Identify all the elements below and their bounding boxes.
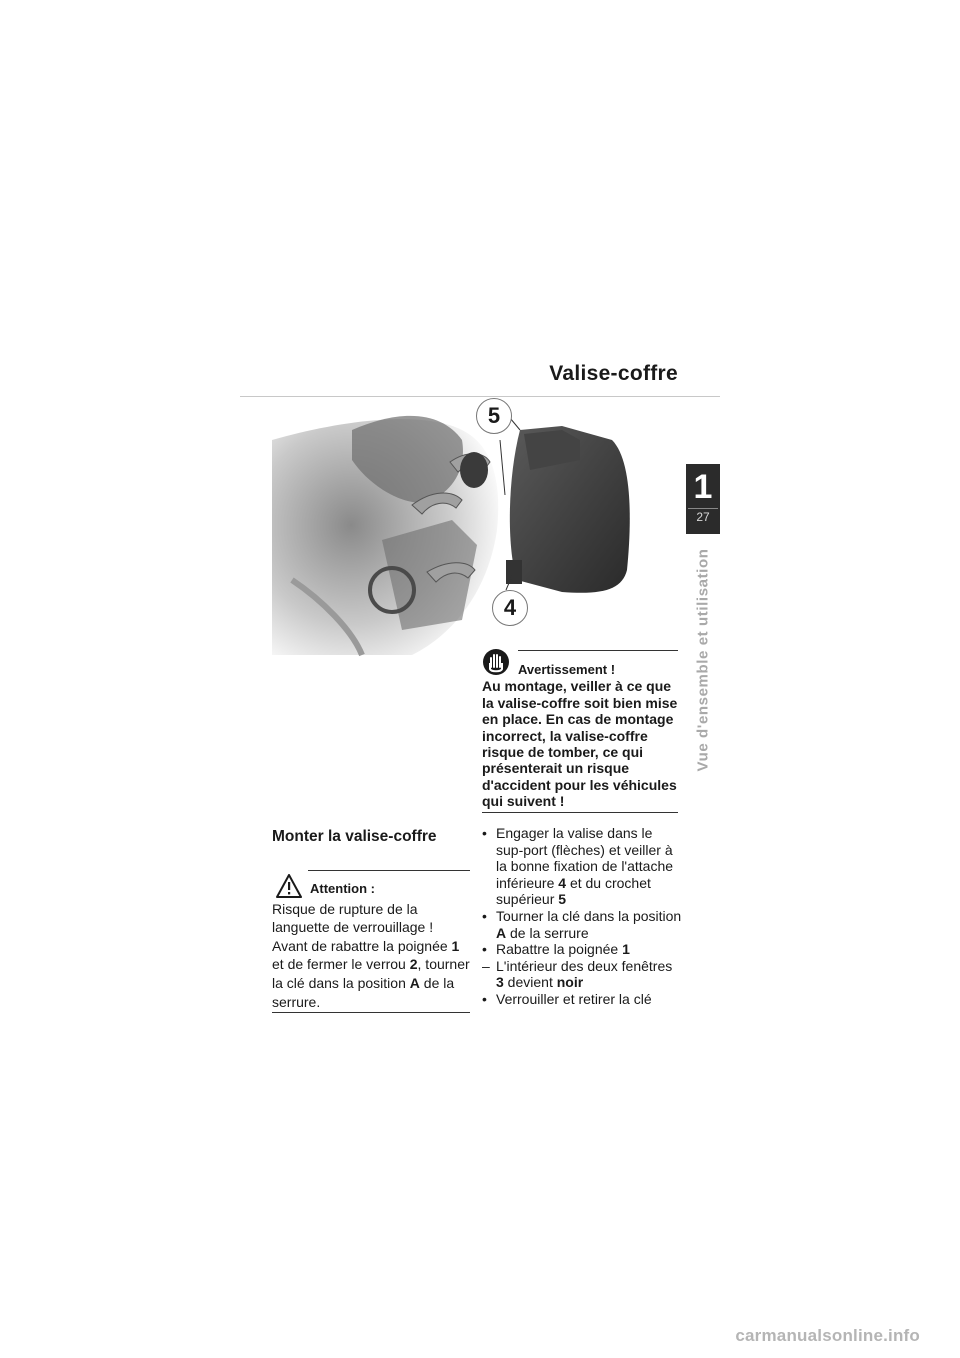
page-title: Valise-coffre [549,362,678,385]
warning-heading: Avertissement ! [518,662,616,677]
step-text: Tourner la clé dans la position [496,907,682,924]
step-ref: 5 [558,891,567,908]
step-text: devient [503,974,557,991]
bullet: • [482,941,487,958]
attention-box [272,870,470,1013]
attention-rule-bottom [272,1012,470,1013]
attention-heading: Attention : [310,881,375,896]
step-ref: A [496,924,507,941]
attention-text: Avant de rabattre la poignée [272,937,452,954]
warning-box [482,650,678,813]
section-title: Monter la valise-coffre [272,828,437,845]
watermark: carmanualsonline.info [735,1326,920,1345]
warning-triangle-icon [276,874,302,898]
attention-text: de la serrure. [272,974,455,1010]
motorcycle-top-case-drawing [262,400,682,662]
list-item [482,908,682,941]
list-item [482,958,682,991]
step-ref: 3 [496,974,504,991]
warning-body: Au montage, veiller à ce que la valise-coffre soit bien mise en place. En cas de montage incorrect, la valise-coffre risque de tomber, ce qui présenterait un risque d'accident pour les véhicules qui suivent ! [482,678,678,810]
attention-text: et de fermer le verrou [272,956,410,973]
list-item [482,941,682,958]
steps-list [482,825,682,1008]
step-text: Verrouiller et retirer la clé [496,990,652,1007]
top-case-illustration [262,400,682,662]
chapter-divider [688,508,718,509]
chapter-number: 1 [693,468,713,506]
step-text: Rabattre la poignée [496,941,623,958]
step-ref: noir [556,974,584,991]
attention-body [272,900,470,1012]
stop-hand-icon [482,648,510,676]
attention-text: , tourner la clé dans la position [272,956,470,991]
step-text: et du crochet supérieur [496,874,651,908]
header-rule [240,396,720,397]
chapter-tab [686,464,720,534]
page-number: 27 [696,510,710,524]
warning-rule-bottom [482,812,678,813]
ref-1: 1 [451,937,460,954]
bullet: • [482,825,487,841]
bullet: • [482,990,487,1007]
attention-line1: Risque de rupture de la languette de verrouillage ! [272,900,434,936]
step-text: Engager la valise dans le sup-port (flèches) et veiller à la bonne fixation de l'attache inférieure [496,825,674,891]
list-item [482,825,682,908]
step-ref: 4 [558,874,567,891]
step-text: L'intérieur des deux fenêtres [496,957,673,974]
attention-rule-top [308,870,470,871]
callout-5: 5 [476,398,512,434]
list-item [482,991,682,1008]
callout-4: 4 [492,590,528,626]
step-text: de la serrure [506,924,589,941]
dash: – [482,957,490,974]
ref-A: A [409,974,420,991]
chapter-side-label: Vue d'ensemble et utilisation [694,548,712,772]
step-ref: 1 [622,941,630,958]
warning-rule-top [518,650,678,651]
ref-2: 2 [409,956,418,973]
bullet: • [482,907,487,924]
